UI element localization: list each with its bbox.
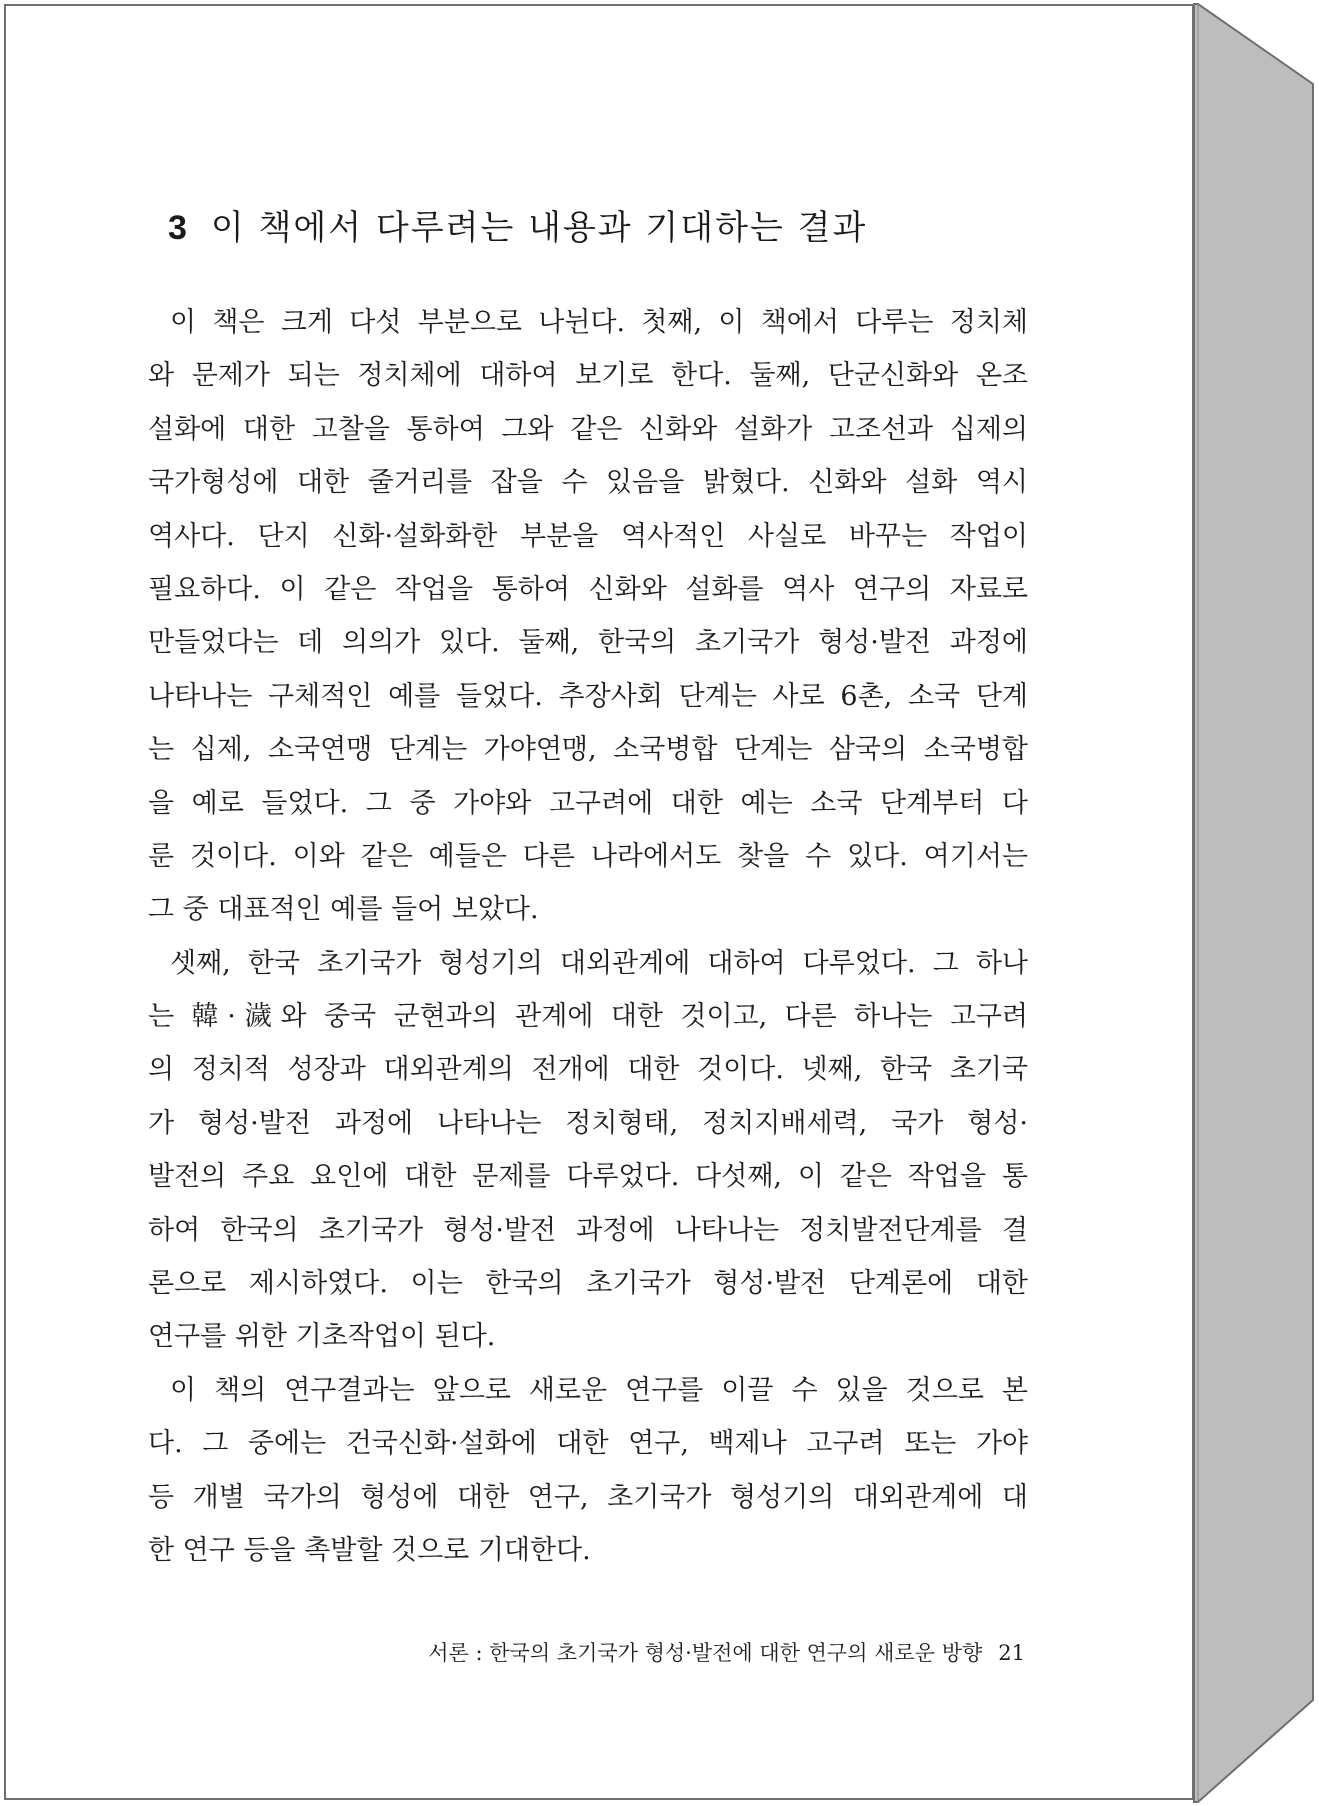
section-heading	[168, 200, 867, 249]
text-line: 이 책의 연구결과는 앞으로 새로운 연구를 이끌 수 있을 것으로 본	[170, 1374, 1028, 1406]
text-line: 필요하다. 이 같은 작업을 통하여 신화와 설화를 역사 연구의 자료로	[148, 573, 1028, 605]
text-line: 그 중 대표적인 예를 들어 보았다.	[148, 894, 539, 926]
text-line: 한 연구 등을 촉발할 것으로 기대한다.	[148, 1534, 591, 1566]
text-line: 는 韓·濊와 중국 군현과의 관계에 대한 것이고, 다른 하나는 고구려	[148, 1001, 1028, 1033]
running-footer	[428, 1637, 1025, 1667]
text-line: 국가형성에 대한 줄거리를 잡을 수 있음을 밝혔다. 신화와 설화 역시	[148, 467, 1028, 499]
text-line: 이 책은 크게 다섯 부분으로 나뉜다. 첫째, 이 책에서 다루는 정치체	[170, 307, 1028, 338]
paragraph	[148, 296, 1028, 937]
text-line: 론으로 제시하였다. 이는 한국의 초기국가 형성·발전 단계론에 대한	[148, 1268, 1028, 1300]
page-number: 21	[998, 1641, 1025, 1665]
text-line: 등 개별 국가의 형성에 대한 연구, 초기국가 형성기의 대외관계에 대	[148, 1481, 1028, 1513]
text-line: 발전의 주요 요인에 대한 문제를 다루었다. 다섯째, 이 같은 작업을 통	[148, 1161, 1028, 1193]
text-line: 나타나는 구체적인 예를 들었다. 추장사회 단계는 사로 6촌, 소국 단계	[148, 680, 1028, 712]
text-line: 룬 것이다. 이와 같은 예들은 다른 나라에서도 찾을 수 있다. 여기서는	[148, 840, 1028, 872]
text-line: 만들었다는 데 의의가 있다. 둘째, 한국의 초기국가 형성·발전 과정에	[148, 627, 1028, 659]
text-line: 다. 그 중에는 건국신화·설화에 대한 연구, 백제나 고구려 또는 가야	[148, 1428, 1028, 1460]
text-line: 설화에 대한 고찰을 통하여 그와 같은 신화와 설화가 고조선과 십제의	[148, 413, 1028, 445]
paragraph	[148, 1364, 1028, 1578]
text-line: 와 문제가 되는 정치체에 대하여 보기로 한다. 둘째, 단군신화와 온조	[148, 360, 1028, 392]
text-line: 셋째, 한국 초기국가 형성기의 대외관계에 대하여 다루었다. 그 하나	[170, 947, 1028, 979]
text-line: 는 십제, 소국연맹 단계는 가야연맹, 소국병합 단계는 삼국의 소국병합	[148, 734, 1028, 766]
text-line: 역사다. 단지 신화·설화화한 부분을 역사적인 사실로 바꾸는 작업이	[148, 520, 1028, 552]
text-line: 을 예로 들었다. 그 중 가야와 고구려에 대한 예는 소국 단계부터 다	[148, 787, 1028, 819]
text-line: 의 정치적 성장과 대외관계의 전개에 대한 것이다. 넷째, 한국 초기국	[148, 1054, 1028, 1086]
section-title: 이 책에서 다루려는 내용과 기대하는 결과	[210, 208, 868, 248]
paragraph	[148, 937, 1028, 1364]
running-title: 서론 : 한국의 초기국가 형성·발전에 대한 연구의 새로운 방향	[428, 1641, 983, 1665]
body-text	[148, 296, 1028, 1577]
section-number: 3	[168, 209, 189, 247]
text-line: 하여 한국의 초기국가 형성·발전 과정에 나타나는 정치발전단계를 결	[148, 1214, 1028, 1246]
text-line: 연구를 위한 기초작업이 된다.	[148, 1321, 496, 1353]
text-line: 가 형성·발전 과정에 나타나는 정치형태, 정치지배세력, 국가 형성·	[148, 1107, 1028, 1139]
